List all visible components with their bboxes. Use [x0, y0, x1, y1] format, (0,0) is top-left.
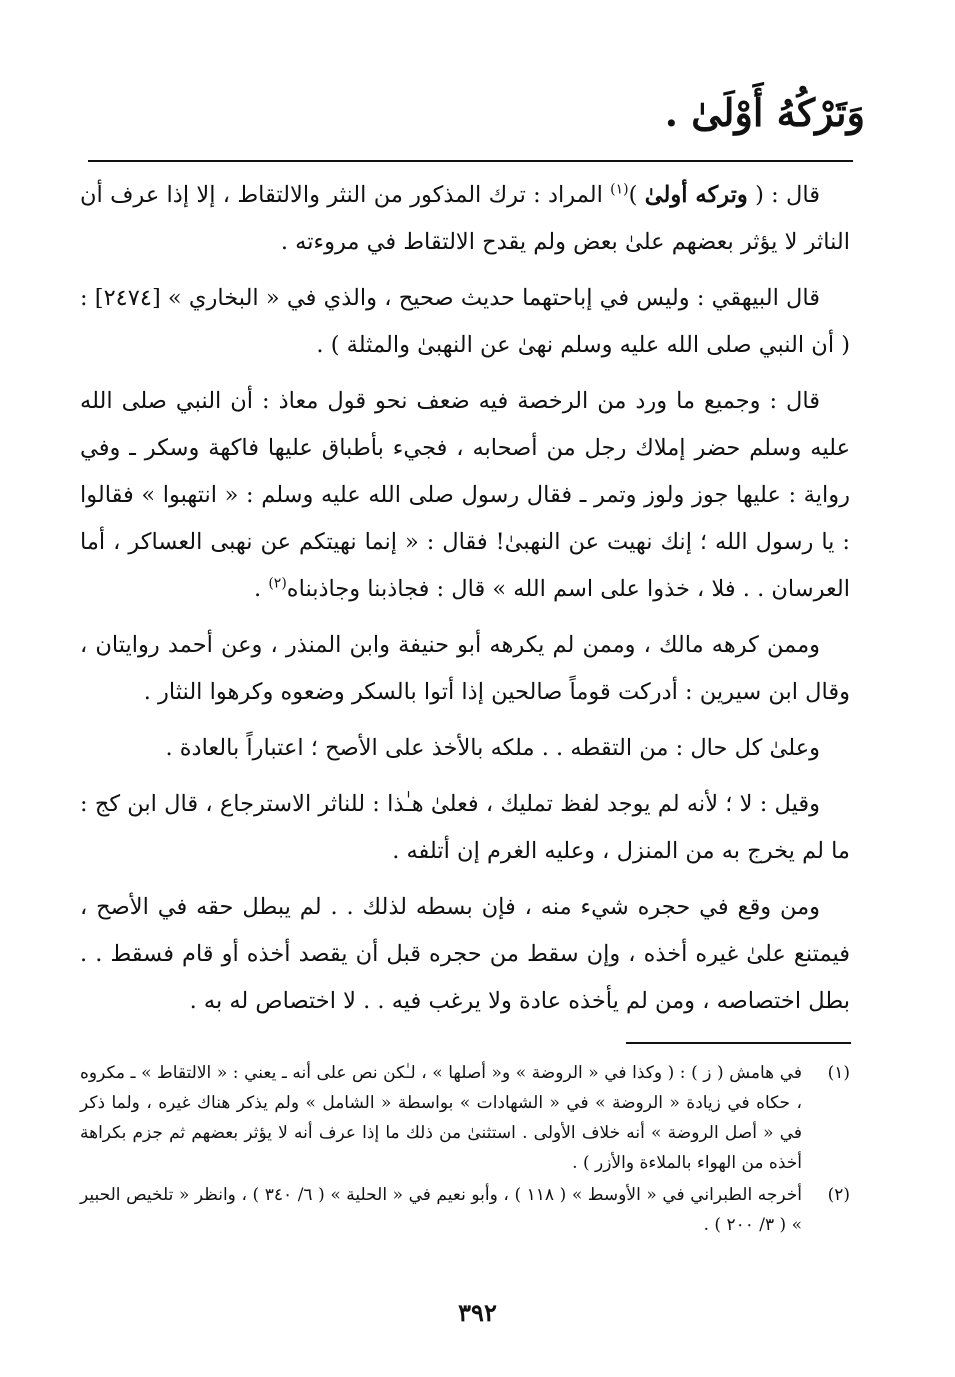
- p1-text-a: قال : (: [747, 182, 821, 208]
- footnote-2: [80, 1180, 850, 1240]
- footnote-ref-1[interactable]: (١): [610, 181, 629, 198]
- commentary-body: [80, 172, 850, 1034]
- commentary-paragraph-3: [80, 378, 850, 613]
- footnote-number: (٢): [827, 1185, 850, 1205]
- p1-text-b: ): [628, 182, 645, 208]
- commentary-paragraph-1: [80, 172, 850, 266]
- footnote-text: أخرجه الطبراني في « الأوسط » ( ١١٨ ) ، وأبو نعيم في « الحلية » ( ٦/ ٣٤٠ ) ، وانظر « تلخيص الحبير » ( ٣/ ٢٠٠ ) .: [80, 1185, 802, 1235]
- commentary-paragraph-2: قال البيهقي : وليس في إباحتهما حديث صحيح ، والذي في « البخاري » [٢٤٧٤] : ( أن النبي صلى الله عليه وسلم نهىٰ عن النهبىٰ والمثلة ) .: [80, 285, 850, 358]
- footnote-text: في هامش ( ز ) : ( وكذا في « الروضة » و« أصلها » ، لـٰكن نص على أنه ـ يعني : « الالتقاط » ـ مكروه ، حكاه في زيادة « الروضة » في « الشهادات » بواسطة « الشامل » ولم يذكر هناك غيره ، ولما ذكر في « أصل الروضة » أنه خلاف الأولى . استثنىٰ من ذلك ما إذا عرف أنه لا يؤثر بعضهم ثم جزم بكراهة أخذه من الهواء بالملاءة والأزر ) .: [80, 1063, 802, 1173]
- commentary-paragraph-6: وقيل : لا ؛ لأنه لم يوجد لفظ تمليك ، فعلىٰ هـٰذا : للناثر الاسترجاع ، قال ابن كج : ما لم يخرج به من المنزل ، وعليه الغرم إن أتلفه .: [80, 791, 850, 864]
- commentary-paragraph-5: وعلىٰ كل حال : من التقطه . . ملكه بالأخذ على الأصح ؛ اعتباراً بالعادة .: [165, 735, 820, 761]
- p3-text-b: .: [254, 576, 269, 602]
- footnotes: [80, 1058, 850, 1242]
- footnote-divider: [626, 1042, 851, 1044]
- commentary-paragraph-4: وممن كرهه مالك ، وممن لم يكرهه أبو حنيفة وابن المنذر ، وعن أحمد روايتان ، وقال ابن سيرين : أدركت قوماً صالحين إذا أتوا بالسكر وضعوه وكرهوا النثار .: [80, 632, 850, 705]
- p3-text-a: قال : وجميع ما ورد من الرخصة فيه ضعف نحو قول معاذ : أن النبي صلى الله عليه وسلم حضر إملاك رجل من أصحابه ، فجيء بأطباق عليها فاكهة وسكر ـ وفي رواية : عليها جوز ولوز وتمر ـ فقال رسول صلى الله عليه وسلم : « انتهبوا » فقالوا : يا رسول الله ؛ إنك نهيت عن النهبىٰ! فقال : « إنما نهيتكم عن نهبى العساكر ، أما العرسان . . فلا ، خذوا على اسم الله » قال : فجاذبنا وجاذبناه: [80, 388, 850, 602]
- matn-heading: وَتَرْكُهُ أَوْلَىٰ .: [664, 90, 865, 135]
- commentary-paragraph-7: ومن وقع في حجره شيء منه ، فإن بسطه لذلك . . لم يبطل حقه في الأصح ، فيمتنع علىٰ غيره أخذه ، وإن سقط من حجره قبل أن يقصد أخذه أو قام فسقط . . بطل اختصاصه ، ومن لم يأخذه عادة ولا يرغب فيه . . لا اختصاص له به .: [80, 894, 850, 1014]
- matn-divider: [88, 160, 853, 162]
- p1-text-c: المراد : ترك المذكور من النثر والالتقاط ، إلا إذا عرف أن الناثر لا يؤثر بعضهم علىٰ بعض ولم يقدح الالتقاط في مروءته .: [80, 182, 850, 255]
- footnote-number: (١): [827, 1063, 850, 1083]
- page-number: ٣٩٢: [458, 1298, 497, 1327]
- footnote-ref-2[interactable]: (٢): [268, 575, 287, 592]
- footnote-1: [80, 1058, 850, 1178]
- p1-quote: وتركه أولىٰ: [644, 182, 748, 208]
